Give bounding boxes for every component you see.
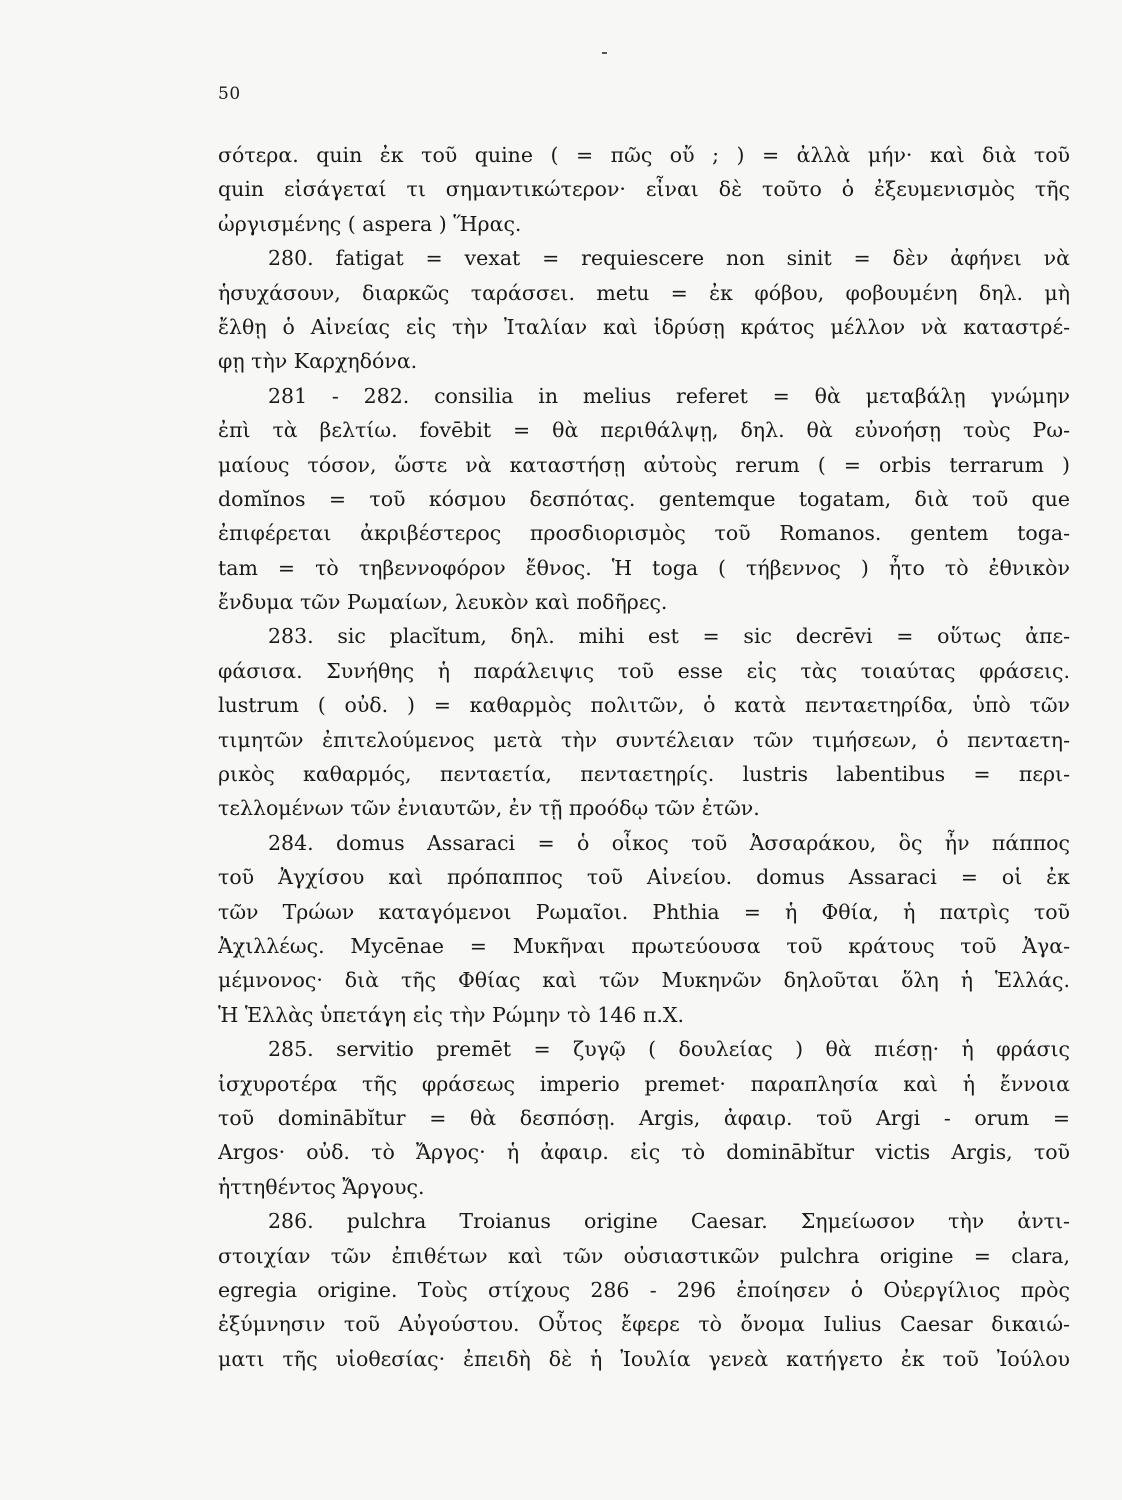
text-line: ἐπὶ τὰ βελτίω. fovēbit = θὰ περιθάλψῃ, δηλ. θὰ εὐνοήσῃ τοὺς Ρω-: [218, 418, 1070, 443]
page-number: 50: [218, 84, 241, 104]
text-line: 283. sic placĭtum, δηλ. mihi est = sic decrēvi = οὕτως ἀπε-: [268, 624, 1070, 649]
text-line: τοῦ dominābĭtur = θὰ δεσπόσῃ. Argis, ἀφαιρ. τοῦ Argi - orum =: [218, 1105, 1070, 1130]
text-line: quin εἰσάγεταί τι σημαντικώτερον· εἶναι δὲ τοῦτο ὁ ἐξευμενισμὸς τῆς: [218, 177, 1070, 202]
text-line: domĭnos = τοῦ κόσμου δεσπότας. gentemque togatam, διὰ τοῦ que: [218, 486, 1070, 511]
text-line: σότερα. quin ἐκ τοῦ quine ( = πῶς οὔ ; ) = ἀλλὰ μήν· καὶ διὰ τοῦ: [218, 143, 1070, 167]
text-line: στοιχίαν τῶν ἐπιθέτων καὶ τῶν οὐσιαστικῶν pulchra origine = clara,: [218, 1243, 1070, 1268]
text-line: 281 - 282. consilia in melius referet = θὰ μεταβάλῃ γνώμην: [268, 383, 1070, 408]
text-line: 286. pulchra Troianus origine Caesar. Σημείωσον τὴν ἀντι-: [268, 1209, 1070, 1234]
text-line: Ἀχιλλέως. Mycēnae = Μυκῆναι πρωτεύουσα τοῦ κράτους τοῦ Ἀγα-: [218, 933, 1070, 958]
text-line: τῶν Τρώων καταγόμενοι Ρωμαῖοι. Phthia = ἡ Φθία, ἡ πατρὶς τοῦ: [218, 899, 1070, 924]
text-line: ἡσυχάσουν, διαρκῶς ταράσσει. metu = ἐκ φόβου, φοβουμένη δηλ. μὴ: [218, 280, 1070, 305]
text-line: ἐξύμνησιν τοῦ Αὐγούστου. Οὗτος ἔφερε τὸ ὄνομα Iulius Caesar δικαιώ-: [218, 1312, 1070, 1337]
text-line: 280. fatigat = vexat = requiescere non sinit = δὲν ἀφήνει νὰ: [268, 246, 1070, 271]
text-line: ρικὸς καθαρμός, πενταετία, πενταετηρίς. lustris labentibus = περι-: [218, 762, 1070, 787]
text-line: ἔλθῃ ὁ Αἰνείας εἰς τὴν Ἰταλίαν καὶ ἱδρύσῃ κράτος μέλλον νὰ καταστρέ-: [218, 314, 1070, 339]
text-line: ἐπιφέρεται ἀκριβέστερος προσδιορισμὸς τοῦ Romanos. gentem toga-: [218, 521, 1070, 546]
print-speck: [602, 52, 607, 54]
text-line: ἔνδυμα τῶν Ρωμαίων, λευκὸν καὶ ποδῆρες.: [218, 590, 668, 615]
text-line: ἡττηθέντος Ἄργους.: [218, 1174, 425, 1199]
text-line: ματι τῆς υἱοθεσίας· ἐπειδὴ δὲ ἡ Ἰουλία γενεὰ κατήγετο ἐκ τοῦ Ἰούλου: [218, 1346, 1070, 1371]
body-text: [218, 138, 1070, 1376]
text-line: φάσισα. Συνήθης ἡ παράλειψις τοῦ esse εἰς τὰς τοιαύτας φράσεις.: [218, 658, 1070, 683]
text-line: τοῦ Ἀγχίσου καὶ πρόπαππος τοῦ Αἰνείου. domus Assaraci = οἱ ἐκ: [218, 865, 1070, 890]
text-line: 284. domus Assaraci = ὁ οἶκος τοῦ Ἀσσαράκου, ὃς ἦν πάππος: [268, 830, 1070, 855]
text-line: τελλομένων τῶν ἐνιαυτῶν, ἐν τῇ προόδῳ τῶν ἐτῶν.: [218, 796, 760, 821]
text-line: μαίους τόσον, ὥστε νὰ καταστήσῃ αὐτοὺς rerum ( = orbis terrarum ): [218, 452, 1070, 477]
text-line: Argos· οὐδ. τὸ Ἄργος· ἡ ἀφαιρ. εἰς τὸ dominābĭtur victis Argis, τοῦ: [218, 1140, 1070, 1165]
text-line: lustrum ( οὐδ. ) = καθαρμὸς πολιτῶν, ὁ κατὰ πενταετηρίδα, ὑπὸ τῶν: [218, 693, 1070, 718]
text-line: φῃ τὴν Καρχηδόνα.: [218, 349, 418, 374]
text-line: μέμνονος· διὰ τῆς Φθίας καὶ τῶν Μυκηνῶν δηλοῦται ὅλη ἡ Ἑλλάς.: [218, 968, 1070, 993]
text-line: ἰσχυροτέρα τῆς φράσεως imperio premet· παραπλησία καὶ ἡ ἔννοια: [218, 1071, 1070, 1096]
text-line: Ἡ Ἑλλὰς ὑπετάγη εἰς τὴν Ρώμην τὸ 146 π.Χ.: [218, 1002, 685, 1027]
text-line: 285. servitio premēt = ζυγῷ ( δουλείας ) θὰ πιέσῃ· ἡ φράσις: [268, 1037, 1070, 1062]
text-line: egregia origine. Τοὺς στίχους 286 - 296 ἐποίησεν ὁ Οὐεργίλιος πρὸς: [218, 1277, 1070, 1302]
text-line: tam = τὸ τηβεννοφόρον ἔθνος. Ἡ toga ( τήβεννος ) ἦτο τὸ ἐθνικὸν: [218, 555, 1070, 580]
text-line: ὠργισμένης ( aspera ) Ἥρας.: [218, 211, 522, 236]
text-line: τιμητῶν ἐπιτελούμενος μετὰ τὴν συντέλειαν τῶν τιμήσεων, ὁ πενταετη-: [218, 727, 1070, 752]
